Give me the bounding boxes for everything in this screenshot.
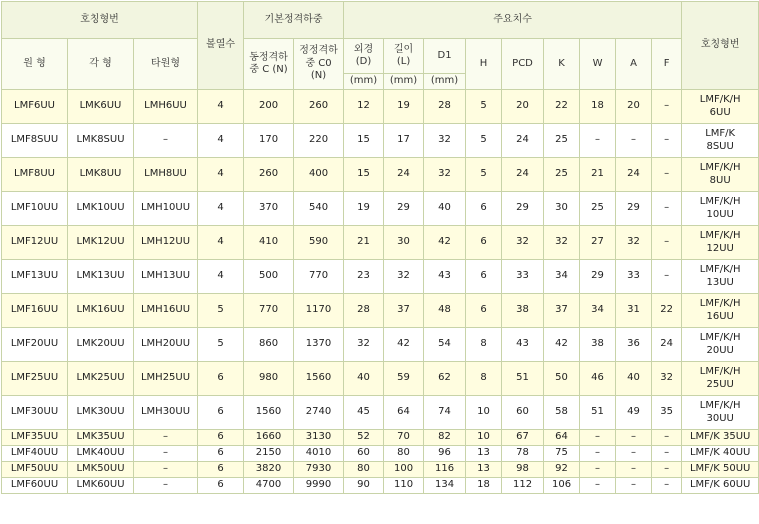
od-cell: 28: [344, 294, 384, 328]
rows-header: 볼열수: [198, 2, 244, 90]
rows-cell: 4: [198, 124, 244, 158]
pcd-cell: 32: [502, 226, 544, 260]
square-header: 각 형: [68, 39, 134, 90]
h-cell: 10: [466, 396, 502, 430]
f-cell: –: [652, 478, 682, 494]
name-cell: LMF/K/H 30UU: [682, 396, 759, 430]
k-cell: 30: [544, 192, 580, 226]
length-cell: 42: [384, 328, 424, 362]
round-cell: LMF16UU: [2, 294, 68, 328]
rows-cell: 5: [198, 328, 244, 362]
dynamic-load-cell: 260: [244, 158, 294, 192]
oval-cell: LMH20UU: [134, 328, 198, 362]
h-cell: 6: [466, 226, 502, 260]
oval-cell: –: [134, 478, 198, 494]
length-cell: 80: [384, 446, 424, 462]
length-cell: 24: [384, 158, 424, 192]
d1-cell: 74: [424, 396, 466, 430]
dynamic-load-cell: 4700: [244, 478, 294, 494]
h-cell: 5: [466, 90, 502, 124]
k-cell: 58: [544, 396, 580, 430]
table-row: [2, 430, 759, 446]
round-cell: LMF30UU: [2, 396, 68, 430]
d1-cell: 43: [424, 260, 466, 294]
a-cell: 24: [616, 158, 652, 192]
rows-cell: 6: [198, 362, 244, 396]
h-cell: 10: [466, 430, 502, 446]
k-cell: 92: [544, 462, 580, 478]
length-cell: 100: [384, 462, 424, 478]
f-cell: 24: [652, 328, 682, 362]
length-header: 길이 (L): [384, 39, 424, 74]
table-row: [2, 396, 759, 430]
h-cell: 13: [466, 462, 502, 478]
d1-header: D1: [424, 39, 466, 74]
name-cell: LMF/K/H 12UU: [682, 226, 759, 260]
length-cell: 37: [384, 294, 424, 328]
a-cell: –: [616, 462, 652, 478]
od-cell: 45: [344, 396, 384, 430]
name-cell: LMF/K/H 20UU: [682, 328, 759, 362]
h-cell: 8: [466, 328, 502, 362]
length-cell: 59: [384, 362, 424, 396]
square-cell: LMK60UU: [68, 478, 134, 494]
a-cell: 49: [616, 396, 652, 430]
dynamic-load-header: 동정격하 중 C (N): [244, 39, 294, 90]
round-cell: LMF20UU: [2, 328, 68, 362]
od-cell: 23: [344, 260, 384, 294]
od-cell: 52: [344, 430, 384, 446]
f-cell: 22: [652, 294, 682, 328]
table-row: [2, 260, 759, 294]
h-cell: 8: [466, 362, 502, 396]
length-cell: 19: [384, 90, 424, 124]
spec-table: [1, 1, 759, 494]
group-load-header: 기본정격하중: [244, 2, 344, 39]
d1-cell: 116: [424, 462, 466, 478]
d1-cell: 96: [424, 446, 466, 462]
length-cell: 29: [384, 192, 424, 226]
rows-cell: 4: [198, 90, 244, 124]
rows-cell: 4: [198, 226, 244, 260]
static-load-cell: 2740: [294, 396, 344, 430]
table-row: [2, 328, 759, 362]
name-cell: LMF/K/H 13UU: [682, 260, 759, 294]
d1-cell: 48: [424, 294, 466, 328]
w-cell: 46: [580, 362, 616, 396]
oval-cell: LMH12UU: [134, 226, 198, 260]
k-cell: 22: [544, 90, 580, 124]
rows-cell: 6: [198, 462, 244, 478]
name-cell: LMF/K 8SUU: [682, 124, 759, 158]
d1-cell: 32: [424, 124, 466, 158]
od-cell: 80: [344, 462, 384, 478]
w-cell: –: [580, 124, 616, 158]
name-cell: LMF/K/H 6UU: [682, 90, 759, 124]
square-cell: LMK20UU: [68, 328, 134, 362]
static-load-cell: 1560: [294, 362, 344, 396]
a-cell: –: [616, 430, 652, 446]
k-cell: 25: [544, 124, 580, 158]
static-load-cell: 1170: [294, 294, 344, 328]
round-cell: LMF50UU: [2, 462, 68, 478]
f-cell: –: [652, 260, 682, 294]
dynamic-load-cell: 2150: [244, 446, 294, 462]
group-dims-header: 주요치수: [344, 2, 682, 39]
rows-cell: 5: [198, 294, 244, 328]
table-row: [2, 462, 759, 478]
h-cell: 6: [466, 192, 502, 226]
static-load-cell: 4010: [294, 446, 344, 462]
h-cell: 5: [466, 158, 502, 192]
od-cell: 19: [344, 192, 384, 226]
a-cell: –: [616, 124, 652, 158]
oval-cell: LMH30UU: [134, 396, 198, 430]
square-cell: LMK6UU: [68, 90, 134, 124]
round-cell: LMF13UU: [2, 260, 68, 294]
square-cell: LMK8SUU: [68, 124, 134, 158]
square-cell: LMK30UU: [68, 396, 134, 430]
w-cell: 27: [580, 226, 616, 260]
pcd-cell: 33: [502, 260, 544, 294]
od-header: 외경 (D): [344, 39, 384, 74]
od-cell: 32: [344, 328, 384, 362]
h-cell: 13: [466, 446, 502, 462]
square-cell: LMK10UU: [68, 192, 134, 226]
dynamic-load-cell: 170: [244, 124, 294, 158]
d1-cell: 42: [424, 226, 466, 260]
od-cell: 15: [344, 158, 384, 192]
length-cell: 70: [384, 430, 424, 446]
f-cell: –: [652, 124, 682, 158]
w-cell: 34: [580, 294, 616, 328]
w-cell: –: [580, 478, 616, 494]
f-cell: –: [652, 430, 682, 446]
dynamic-load-cell: 200: [244, 90, 294, 124]
square-cell: LMK25UU: [68, 362, 134, 396]
name-cell: LMF/K/H 8UU: [682, 158, 759, 192]
static-load-cell: 1370: [294, 328, 344, 362]
od-cell: 12: [344, 90, 384, 124]
oval-cell: –: [134, 462, 198, 478]
f-cell: –: [652, 158, 682, 192]
pcd-header: PCD: [502, 39, 544, 90]
static-load-cell: 3130: [294, 430, 344, 446]
name-cell: LMF/K 35UU: [682, 430, 759, 446]
f-cell: 32: [652, 362, 682, 396]
length-unit: (mm): [384, 74, 424, 90]
k-cell: 37: [544, 294, 580, 328]
length-cell: 30: [384, 226, 424, 260]
round-cell: LMF10UU: [2, 192, 68, 226]
length-cell: 17: [384, 124, 424, 158]
a-cell: 36: [616, 328, 652, 362]
oval-cell: –: [134, 124, 198, 158]
f-cell: –: [652, 462, 682, 478]
dynamic-load-cell: 1560: [244, 396, 294, 430]
oval-cell: LMH10UU: [134, 192, 198, 226]
k-cell: 50: [544, 362, 580, 396]
static-load-cell: 590: [294, 226, 344, 260]
square-cell: LMK35UU: [68, 430, 134, 446]
f-cell: –: [652, 192, 682, 226]
k-cell: 32: [544, 226, 580, 260]
round-cell: LMF60UU: [2, 478, 68, 494]
oval-cell: LMH16UU: [134, 294, 198, 328]
w-header: W: [580, 39, 616, 90]
dynamic-load-cell: 370: [244, 192, 294, 226]
dynamic-load-cell: 770: [244, 294, 294, 328]
w-cell: 25: [580, 192, 616, 226]
round-cell: LMF8SUU: [2, 124, 68, 158]
oval-cell: LMH8UU: [134, 158, 198, 192]
length-cell: 64: [384, 396, 424, 430]
square-cell: LMK12UU: [68, 226, 134, 260]
dynamic-load-cell: 1660: [244, 430, 294, 446]
static-load-cell: 770: [294, 260, 344, 294]
k-header: K: [544, 39, 580, 90]
od-cell: 40: [344, 362, 384, 396]
group-name-right-header: 호칭형번: [682, 2, 759, 90]
h-cell: 5: [466, 124, 502, 158]
h-cell: 6: [466, 260, 502, 294]
square-cell: LMK40UU: [68, 446, 134, 462]
pcd-cell: 60: [502, 396, 544, 430]
round-cell: LMF8UU: [2, 158, 68, 192]
static-load-cell: 220: [294, 124, 344, 158]
name-cell: LMF/K/H 25UU: [682, 362, 759, 396]
k-cell: 34: [544, 260, 580, 294]
name-cell: LMF/K/H 16UU: [682, 294, 759, 328]
name-cell: LMF/K 60UU: [682, 478, 759, 494]
pcd-cell: 67: [502, 430, 544, 446]
round-cell: LMF35UU: [2, 430, 68, 446]
oval-cell: –: [134, 446, 198, 462]
table-row: [2, 124, 759, 158]
f-cell: 35: [652, 396, 682, 430]
square-cell: LMK16UU: [68, 294, 134, 328]
length-cell: 32: [384, 260, 424, 294]
rows-cell: 4: [198, 158, 244, 192]
round-cell: LMF25UU: [2, 362, 68, 396]
oval-cell: LMH25UU: [134, 362, 198, 396]
oval-cell: LMH13UU: [134, 260, 198, 294]
table-row: [2, 192, 759, 226]
h-cell: 18: [466, 478, 502, 494]
round-header: 원 형: [2, 39, 68, 90]
k-cell: 106: [544, 478, 580, 494]
pcd-cell: 51: [502, 362, 544, 396]
pcd-cell: 98: [502, 462, 544, 478]
pcd-cell: 78: [502, 446, 544, 462]
round-cell: LMF6UU: [2, 90, 68, 124]
d1-cell: 40: [424, 192, 466, 226]
rows-cell: 6: [198, 430, 244, 446]
a-header: A: [616, 39, 652, 90]
static-load-header: 정정격하 중 C0 (N): [294, 39, 344, 90]
d1-cell: 54: [424, 328, 466, 362]
k-cell: 64: [544, 430, 580, 446]
square-cell: LMK50UU: [68, 462, 134, 478]
a-cell: 33: [616, 260, 652, 294]
a-cell: –: [616, 446, 652, 462]
w-cell: 38: [580, 328, 616, 362]
k-cell: 75: [544, 446, 580, 462]
round-cell: LMF12UU: [2, 226, 68, 260]
d1-cell: 62: [424, 362, 466, 396]
round-cell: LMF40UU: [2, 446, 68, 462]
f-cell: –: [652, 446, 682, 462]
rows-cell: 4: [198, 260, 244, 294]
table-row: [2, 90, 759, 124]
f-cell: –: [652, 90, 682, 124]
pcd-cell: 43: [502, 328, 544, 362]
od-cell: 15: [344, 124, 384, 158]
oval-cell: –: [134, 430, 198, 446]
a-cell: 32: [616, 226, 652, 260]
w-cell: 18: [580, 90, 616, 124]
w-cell: 21: [580, 158, 616, 192]
w-cell: 51: [580, 396, 616, 430]
a-cell: 29: [616, 192, 652, 226]
d1-unit: (mm): [424, 74, 466, 90]
w-cell: –: [580, 446, 616, 462]
pcd-cell: 24: [502, 158, 544, 192]
od-cell: 60: [344, 446, 384, 462]
dynamic-load-cell: 500: [244, 260, 294, 294]
table-row: [2, 294, 759, 328]
d1-cell: 134: [424, 478, 466, 494]
pcd-cell: 20: [502, 90, 544, 124]
table-row: [2, 362, 759, 396]
d1-cell: 82: [424, 430, 466, 446]
static-load-cell: 7930: [294, 462, 344, 478]
d1-cell: 28: [424, 90, 466, 124]
static-load-cell: 540: [294, 192, 344, 226]
f-cell: –: [652, 226, 682, 260]
od-cell: 90: [344, 478, 384, 494]
rows-cell: 6: [198, 396, 244, 430]
pcd-cell: 29: [502, 192, 544, 226]
rows-cell: 6: [198, 446, 244, 462]
name-cell: LMF/K/H 10UU: [682, 192, 759, 226]
d1-cell: 32: [424, 158, 466, 192]
od-unit: (mm): [344, 74, 384, 90]
od-cell: 21: [344, 226, 384, 260]
w-cell: –: [580, 430, 616, 446]
name-cell: LMF/K 50UU: [682, 462, 759, 478]
a-cell: 40: [616, 362, 652, 396]
square-cell: LMK13UU: [68, 260, 134, 294]
a-cell: 20: [616, 90, 652, 124]
table-header: [2, 2, 759, 90]
rows-cell: 6: [198, 478, 244, 494]
dynamic-load-cell: 860: [244, 328, 294, 362]
dynamic-load-cell: 980: [244, 362, 294, 396]
table-body: [2, 90, 759, 494]
h-cell: 6: [466, 294, 502, 328]
oval-header: 타원형: [134, 39, 198, 90]
table-row: [2, 446, 759, 462]
a-cell: 31: [616, 294, 652, 328]
pcd-cell: 24: [502, 124, 544, 158]
static-load-cell: 260: [294, 90, 344, 124]
name-cell: LMF/K 40UU: [682, 446, 759, 462]
rows-cell: 4: [198, 192, 244, 226]
oval-cell: LMH6UU: [134, 90, 198, 124]
k-cell: 42: [544, 328, 580, 362]
group-name-header: 호칭형번: [2, 2, 198, 39]
table-row: [2, 478, 759, 494]
static-load-cell: 400: [294, 158, 344, 192]
f-header: F: [652, 39, 682, 90]
k-cell: 25: [544, 158, 580, 192]
dynamic-load-cell: 410: [244, 226, 294, 260]
a-cell: –: [616, 478, 652, 494]
w-cell: –: [580, 462, 616, 478]
table-row: [2, 226, 759, 260]
length-cell: 110: [384, 478, 424, 494]
pcd-cell: 112: [502, 478, 544, 494]
w-cell: 29: [580, 260, 616, 294]
square-cell: LMK8UU: [68, 158, 134, 192]
static-load-cell: 9990: [294, 478, 344, 494]
table-row: [2, 158, 759, 192]
h-header: H: [466, 39, 502, 90]
dynamic-load-cell: 3820: [244, 462, 294, 478]
pcd-cell: 38: [502, 294, 544, 328]
